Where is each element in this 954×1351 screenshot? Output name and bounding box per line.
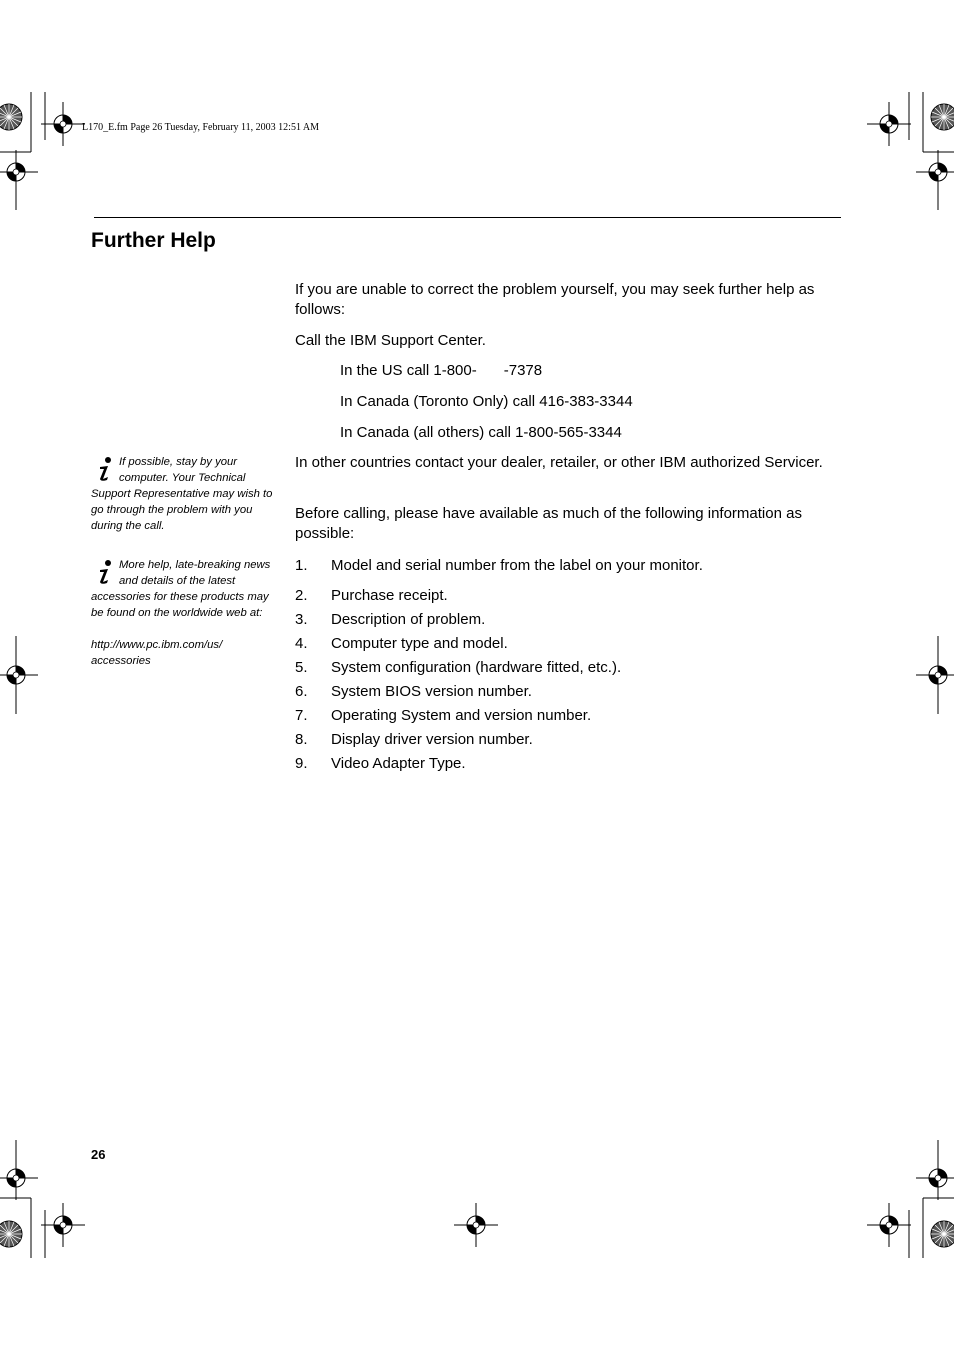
list-number: 3. bbox=[295, 611, 308, 628]
list-number: 7. bbox=[295, 707, 308, 724]
list-item bbox=[295, 682, 532, 702]
list-item bbox=[295, 556, 703, 576]
list-item bbox=[295, 706, 591, 726]
us-phone bbox=[340, 361, 542, 381]
list-item bbox=[295, 610, 485, 630]
list-number: 5. bbox=[295, 659, 308, 676]
page-number: 26 bbox=[91, 1147, 106, 1162]
list-text: Display driver version number. bbox=[331, 731, 533, 748]
list-text: Operating System and version number. bbox=[331, 707, 592, 724]
margin-note-text: If possible, stay by your computer. Your Technical Support Representative may wish to go through the problem with you during the call. bbox=[91, 456, 273, 532]
list-number: 1. bbox=[295, 557, 308, 574]
canada-toronto-phone: In Canada (Toronto Only) call 416-383-3344 bbox=[340, 393, 633, 410]
list-number: 6. bbox=[295, 683, 308, 700]
list-item bbox=[295, 634, 508, 654]
list-text: Model and serial number from the label on your monitor. bbox=[331, 557, 703, 574]
list-text: System configuration (hardware fitted, etc.). bbox=[331, 659, 622, 676]
before-calling-paragraph: Before calling, please have available as much of the following information as possible: bbox=[295, 505, 802, 542]
file-slug: L170_E.fm Page 26 Tuesday, February 11, 2003 12:51 AM bbox=[82, 122, 320, 133]
list-item bbox=[295, 730, 533, 750]
margin-note-text: More help, late-breaking news and details of the latest accessories for these products may be found on the worldwide web at: bbox=[91, 559, 271, 619]
call-center-paragraph: Call the IBM Support Center. bbox=[295, 332, 486, 349]
list-text: Description of problem. bbox=[331, 611, 486, 628]
header-rule bbox=[94, 217, 841, 218]
info-icon bbox=[91, 455, 119, 483]
list-number: 8. bbox=[295, 731, 308, 748]
list-text: Computer type and model. bbox=[331, 635, 508, 652]
info-icon bbox=[91, 558, 119, 586]
list-number: 2. bbox=[295, 587, 308, 604]
intro-paragraph: If you are unable to correct the problem yourself, you may seek further help as follows: bbox=[295, 281, 815, 318]
us-phone-suffix: -7378 bbox=[503, 362, 543, 379]
accessories-url[interactable]: http://www.pc.ibm.com/us/ accessories bbox=[91, 639, 223, 667]
margin-note-stay bbox=[91, 454, 276, 534]
list-item bbox=[295, 658, 621, 678]
section-title: Further Help bbox=[91, 229, 216, 252]
canada-others-phone: In Canada (all others) call 1-800-565-3344 bbox=[340, 424, 622, 441]
list-number: 9. bbox=[295, 755, 308, 772]
list-text: Video Adapter Type. bbox=[331, 755, 466, 772]
list-text: Purchase receipt. bbox=[331, 587, 448, 604]
margin-note-more-help bbox=[91, 557, 276, 669]
us-phone-prefix: In the US call 1-800- bbox=[340, 362, 477, 379]
list-number: 4. bbox=[295, 635, 308, 652]
list-text: System BIOS version number. bbox=[331, 683, 532, 700]
list-item bbox=[295, 754, 466, 774]
other-countries-paragraph: In other countries contact your dealer, retailer, or other IBM authorized Servicer. bbox=[295, 454, 823, 471]
list-item bbox=[295, 586, 448, 606]
